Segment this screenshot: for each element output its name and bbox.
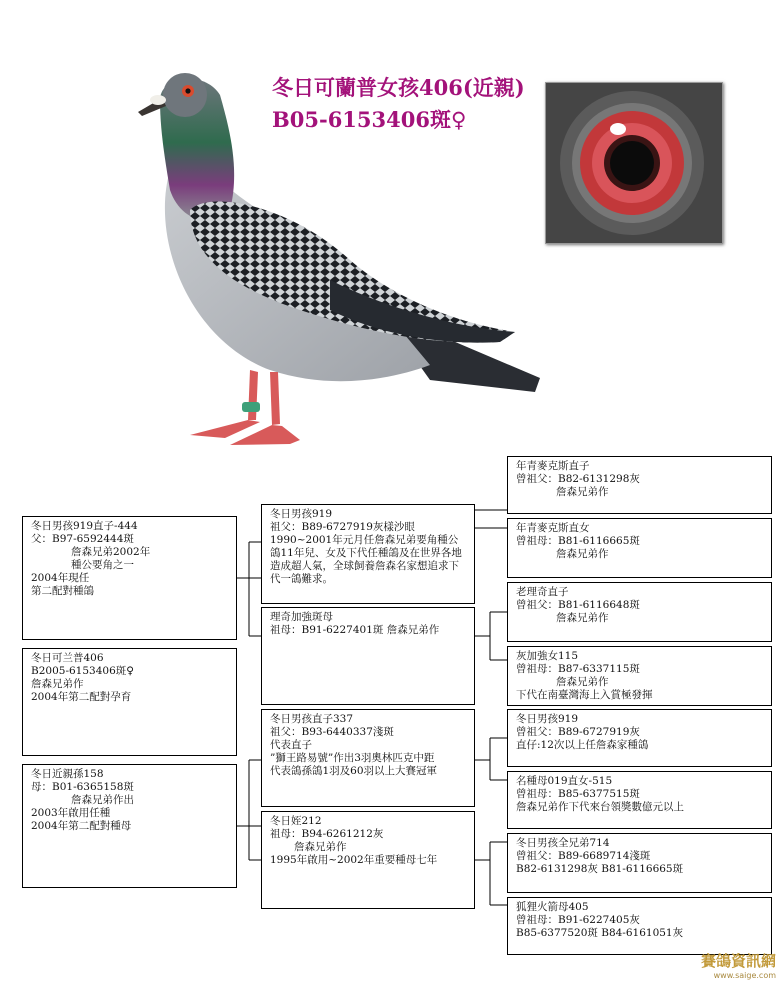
grandmother-maternal-card: 冬日姪212 祖母：B94-6261212灰 詹森兄弟作 1995年啟用~2002年重要種母七年 <box>261 811 475 909</box>
watermark-url: www.saige.com <box>713 971 776 980</box>
great-grandparent-card: 名種母019直女-515 曾祖母：B85-6377515斑 詹森兄弟作下代來台領獎數億元以上 <box>507 771 772 829</box>
great-grandparent-card: 年青麥克斯直子 曾祖父：B82-6131298灰 詹森兄弟作 <box>507 456 772 514</box>
eye-icon <box>546 83 722 243</box>
father-name: 冬日男孩919直子-444 <box>31 520 138 532</box>
mother-ring: 母：B01-6365158斑 <box>31 781 134 793</box>
great-grandparent-card: 年青麥克斯直女 曾祖母：B81-6116665斑 詹森兄弟作 <box>507 518 772 578</box>
great-grandparent-card: 老理奇直子 曾祖父：B81-6116648斑 詹森兄弟作 <box>507 582 772 642</box>
subject-ring: B2005-6153406斑♀ <box>31 665 134 677</box>
subject-card: 冬日可兰普406 B2005-6153406斑♀ 詹森兄弟作 2004年第二配對孕育 <box>22 648 237 756</box>
subject-name: 冬日可兰普406 <box>31 652 104 664</box>
eye-photo <box>545 82 723 244</box>
grandfather-paternal-card: 冬日男孩919 祖父：B89-6727919灰樣沙眼 1990~2001年元月任詹森兄弟要角種公鴿11年兒、女及下代任種鴿及在世界各地造成超人氣，全球飼養詹森名家想追求下代一鴿難求。 <box>261 504 475 604</box>
father-ring: 父：B97-6592444斑 <box>31 533 134 545</box>
watermark-name: 賽鴿資訊網 <box>700 952 776 970</box>
ring-number-title: B05-6153406斑♀ <box>272 107 467 132</box>
father-card: 冬日男孩919直子-444 父：B97-6592444斑 詹森兄弟2002年 種公要角之一 2004年現任 第二配對種鴿 <box>22 516 237 640</box>
great-grandparent-card: 狐狸火箭母405 曾祖母：B91-6227405灰 B85-6377520斑 B84-6161051灰 <box>507 897 772 955</box>
watermark <box>701 950 776 980</box>
great-grandparent-card: 冬日男孩919 曾祖父：B89-6727919灰 直仔:12次以上任詹森家種鴿 <box>507 709 772 767</box>
grandmother-paternal-card: 理奇加強斑母 祖母：B91-6227401斑 詹森兄弟作 <box>261 607 475 705</box>
pigeon-photo <box>130 60 550 460</box>
mother-card: 冬日近親孫158 母：B01-6365158斑 詹森兄弟作出 2003年啟用任種 2004年第二配對種母 <box>22 764 237 888</box>
great-grandparent-card: 灰加強女115 曾祖母：B87-6337115斑 詹森兄弟作 下代在南臺灣海上入賞極發揮 <box>507 646 772 706</box>
page-title: 冬日可蘭普女孩406(近親) <box>272 75 525 100</box>
mother-name: 冬日近親孫158 <box>31 768 104 780</box>
grandfather-maternal-card: 冬日男孩直子337 祖父：B93-6440337淺斑 代表直子 ”獅王路易號”作出3羽奧林匹克中距 代表鴿孫鴿1羽及60羽以上大賽冠軍 <box>261 709 475 807</box>
great-grandparent-card: 冬日男孩全兄弟714 曾祖父：B89-6689714淺斑 B82-6131298灰 B81-6116665斑 <box>507 833 772 893</box>
grandfather-note: 1990~2001年元月任詹森兄弟要角種公鴿11年兒、女及下代任種鴿及在世界各地造成超人氣，全球飼養詹森名家想追求下代一鴿難求。 <box>270 534 462 585</box>
